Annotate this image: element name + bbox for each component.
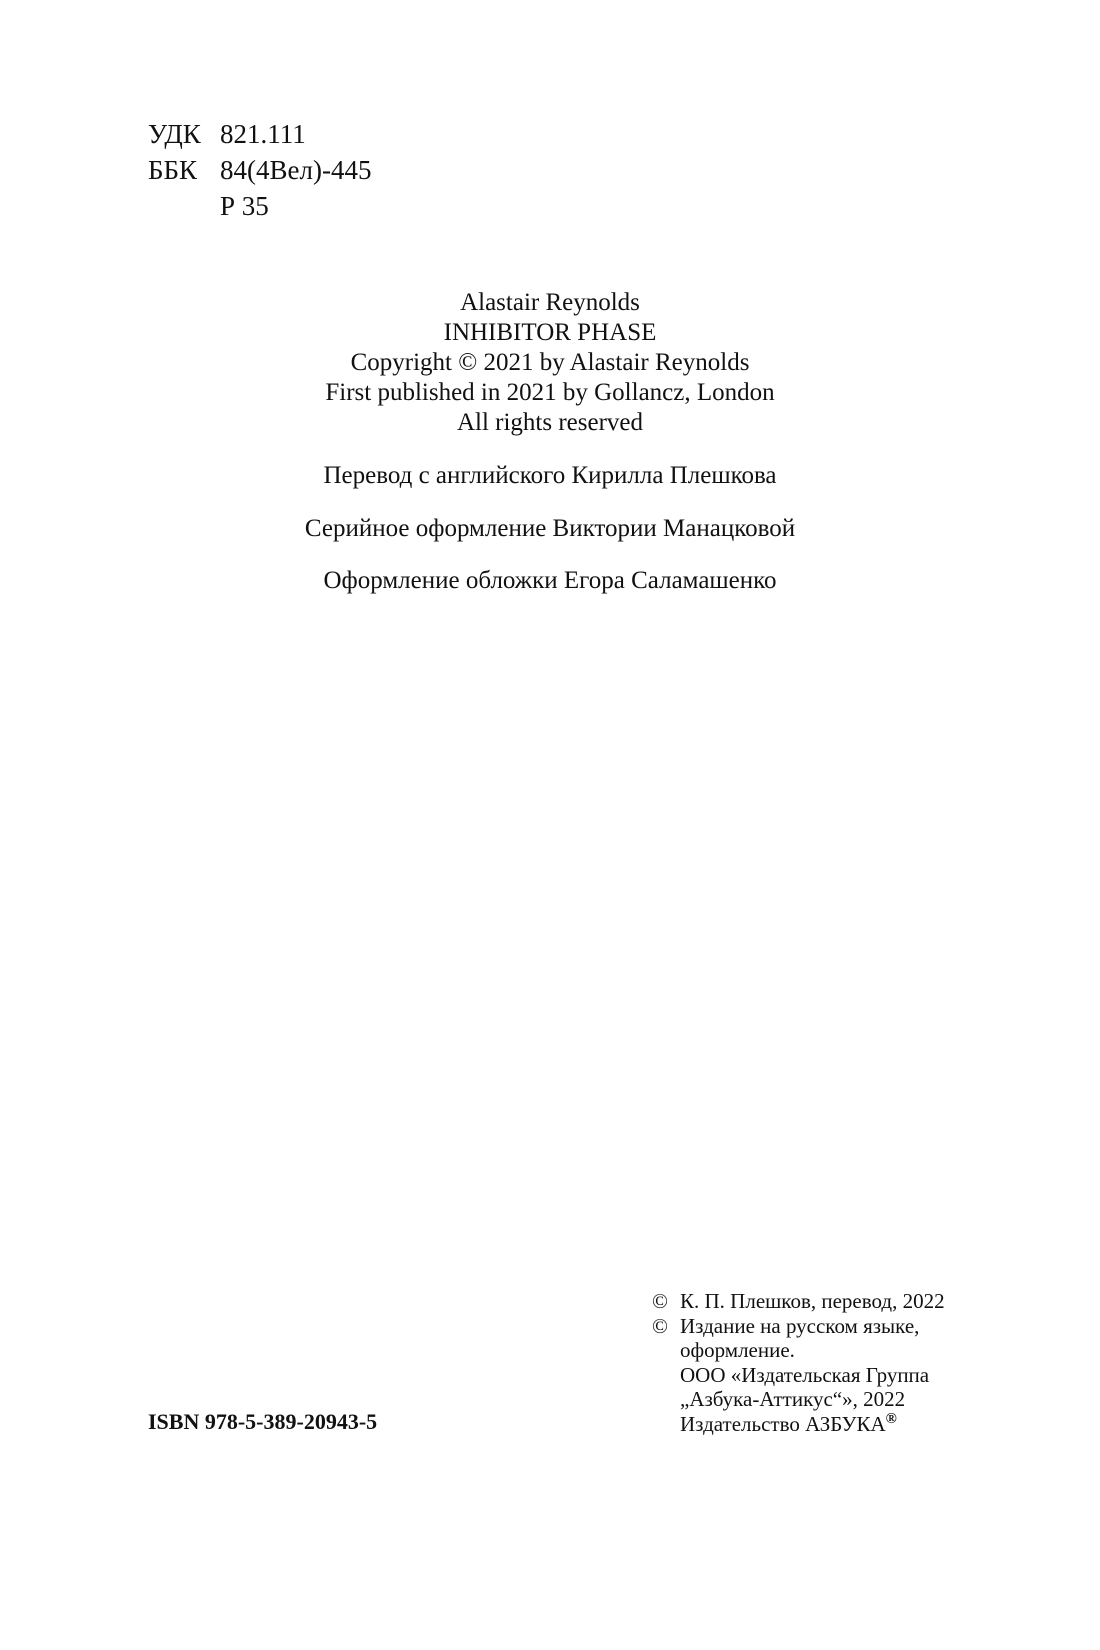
original-title: INHIBITOR PHASE <box>443 319 657 346</box>
copyright-sign: © <box>652 1289 668 1313</box>
translation-copyright <box>652 1289 945 1314</box>
edition-line: Издание на русском языке, <box>680 1313 920 1338</box>
publisher-line <box>680 1412 929 1437</box>
udk-row <box>148 116 371 152</box>
publisher-name: Издательство АЗБУКА <box>680 1411 886 1436</box>
rights-reserved: All rights reserved <box>456 409 644 436</box>
edition-line: оформление. <box>680 1338 795 1362</box>
translator-credit: Перевод с английского Кирилла Плешкова <box>323 462 777 489</box>
original-copyright: Copyright © 2021 by Alastair Reynolds <box>350 349 750 376</box>
bbk-row <box>148 152 371 188</box>
edition-line: „Азбука-Аттикус“», 2022 <box>680 1387 906 1411</box>
classification-block <box>148 116 371 224</box>
edition-line: ООО «Издательская Группа <box>680 1362 930 1387</box>
isbn: ISBN 978-5-389-20943-5 <box>148 1409 378 1434</box>
series-design-credit: Серийное оформление Виктории Манацковой <box>304 515 796 542</box>
original-edition-block <box>0 288 1100 438</box>
udk-label: УДК <box>148 119 201 149</box>
bbk-value: 84(4Вел)-445 <box>220 155 372 185</box>
cover-design-credit: Оформление обложки Егора Саламашенко <box>323 567 777 594</box>
bbk-label: ББК <box>148 155 198 185</box>
translation-copyright-text: К. П. Плешков, перевод, 2022 <box>680 1289 945 1313</box>
edition-copyright <box>652 1314 945 1437</box>
author-mark-row <box>148 188 371 224</box>
first-published: First published in 2021 by Gollancz, London <box>325 379 775 406</box>
registered-trademark-icon: ® <box>885 1410 897 1427</box>
udk-value: 821.111 <box>220 119 306 149</box>
copyright-sign: © <box>652 1313 668 1338</box>
copyright-notices <box>652 1289 945 1436</box>
original-author: Alastair Reynolds <box>460 289 640 316</box>
author-mark: Р 35 <box>220 191 269 221</box>
